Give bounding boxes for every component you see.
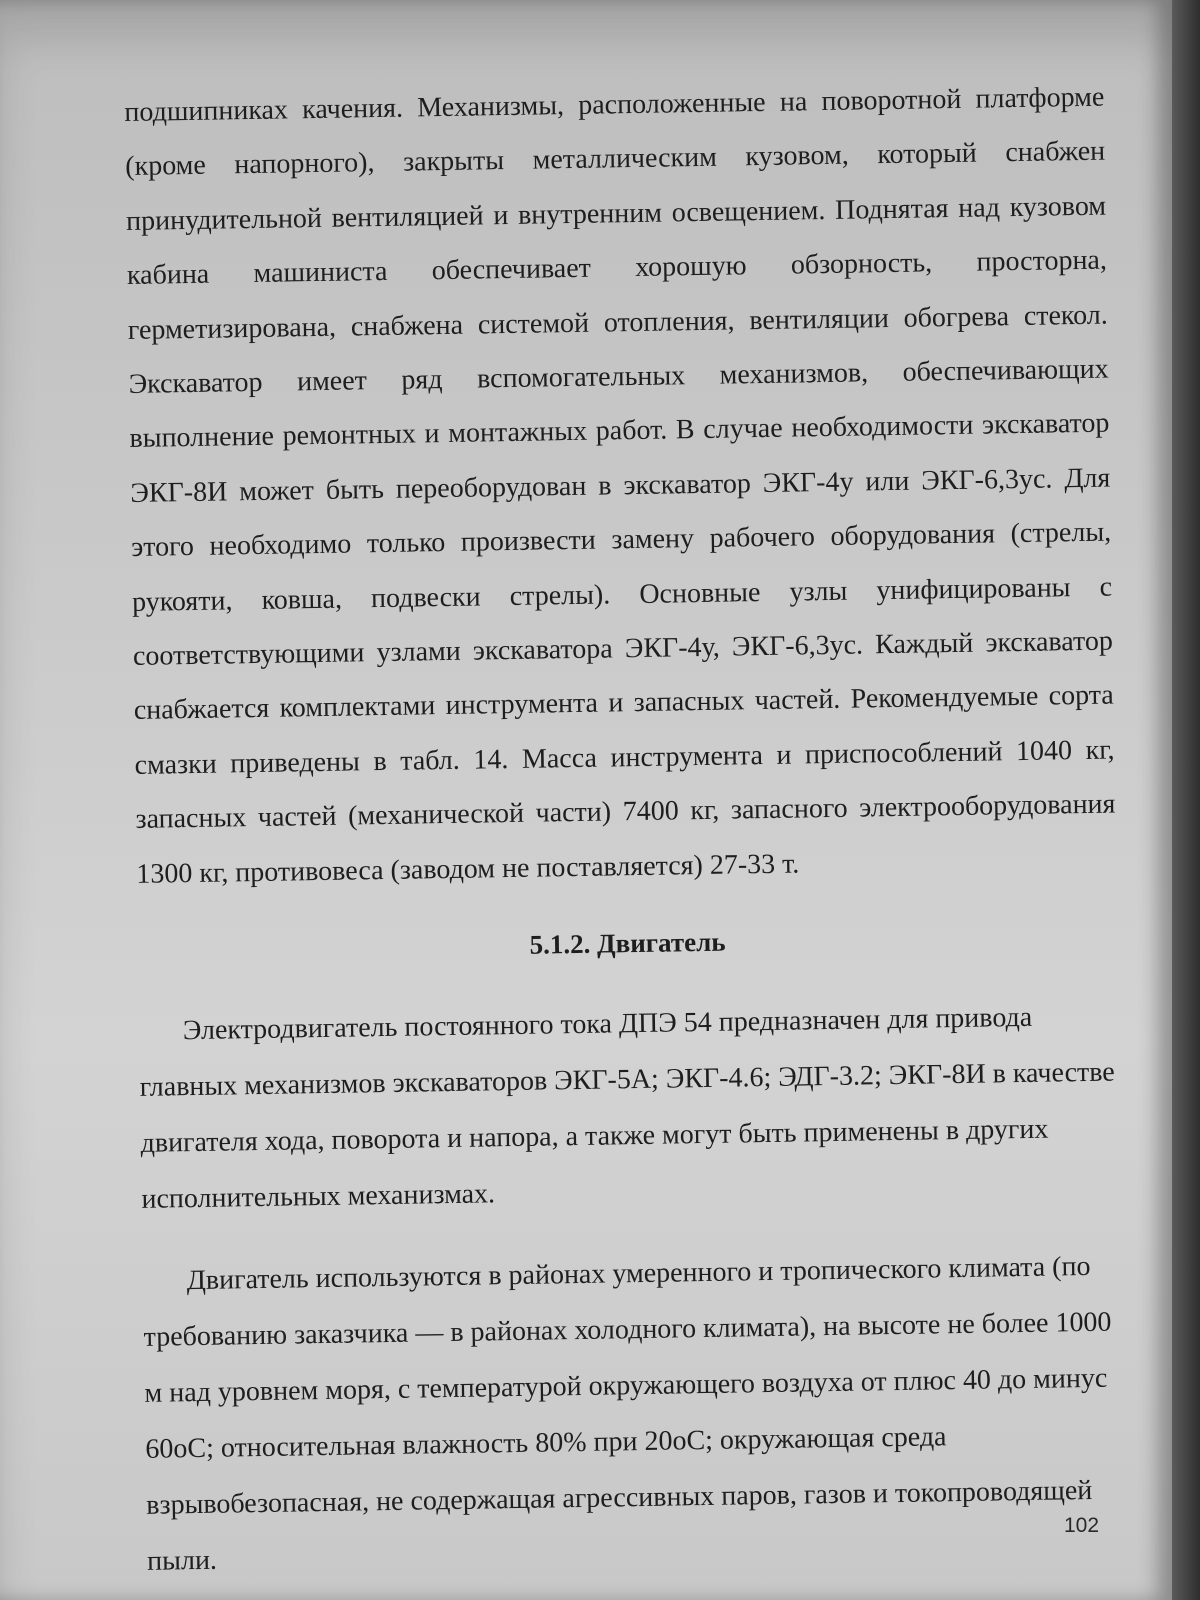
paragraph-engine-conditions: Двигатель используются в районах умеренного и тропического климата (по требованию заказчика — в районах холодного климата), на высоте не более 1000 м над уровнем моря, с температурой окружающего воздуха от плюс 40 до минус 60оС; относительная влажность 80% при 20оС; окружающая среда взрывобезопасная, не содержащая агрессивных паров, газов и токопроводящей пыли. — [143, 1251, 1112, 1577]
page-number: 102 — [1064, 1514, 1100, 1537]
page-body — [124, 71, 1128, 1590]
page-edge-shadow — [1172, 0, 1200, 1600]
paragraph-engine-purpose: Электродвигатель постоянного тока ДПЭ 54 предназначен для привода главных механизмов экскаваторов ЭКГ-5А; ЭКГ-4.6; ЭДГ-3.2; ЭКГ-8И в качестве двигателя хода, поворота и напора, а также могут быть применены в других исполнительных механизмах. — [139, 1001, 1115, 1215]
section-heading: 5.1.2. Двигатель — [529, 926, 726, 960]
paragraph-continuation: подшипниках качения. Механизмы, расположенные на поворотной платформе (кроме напорного), закрыты металлическим кузовом, который снабжен принудительной вентиляцией и внутренним освещением. Поднятая над кузовом кабина машиниста обеспечивает хорошую обзорность, просторна, герметизирована, снабжена системой отопления, вентиляции обогрева стекол. Экскаватор имеет ряд вспомогательных механизмов, обеспечивающих выполнение ремонтных и монтажных работ. В случае необходимости экскаватор ЭКГ-8И может быть переоборудован в экскаватор ЭКГ-4у или ЭКГ-6,3ус. Для этого необходимо только произвести замену рабочего оборудования (стрелы, рукояти, ковша, подвески стрелы). Основные узлы унифицированы с соответствующими узлами экскаватора ЭКГ-4у, ЭКГ-6,3ус. Каждый экскаватор снабжается комплектами инструмента и запасных частей. Рекомендуемые сорта смазки приведены в табл. 14. Масса инструмента и приспособлений 1040 кг, запасных частей (механической части) 7400 кг, запасного электрооборудования 1300 кг, противовеса (заводом не поставляется) 27-33 т. — [124, 81, 1116, 890]
